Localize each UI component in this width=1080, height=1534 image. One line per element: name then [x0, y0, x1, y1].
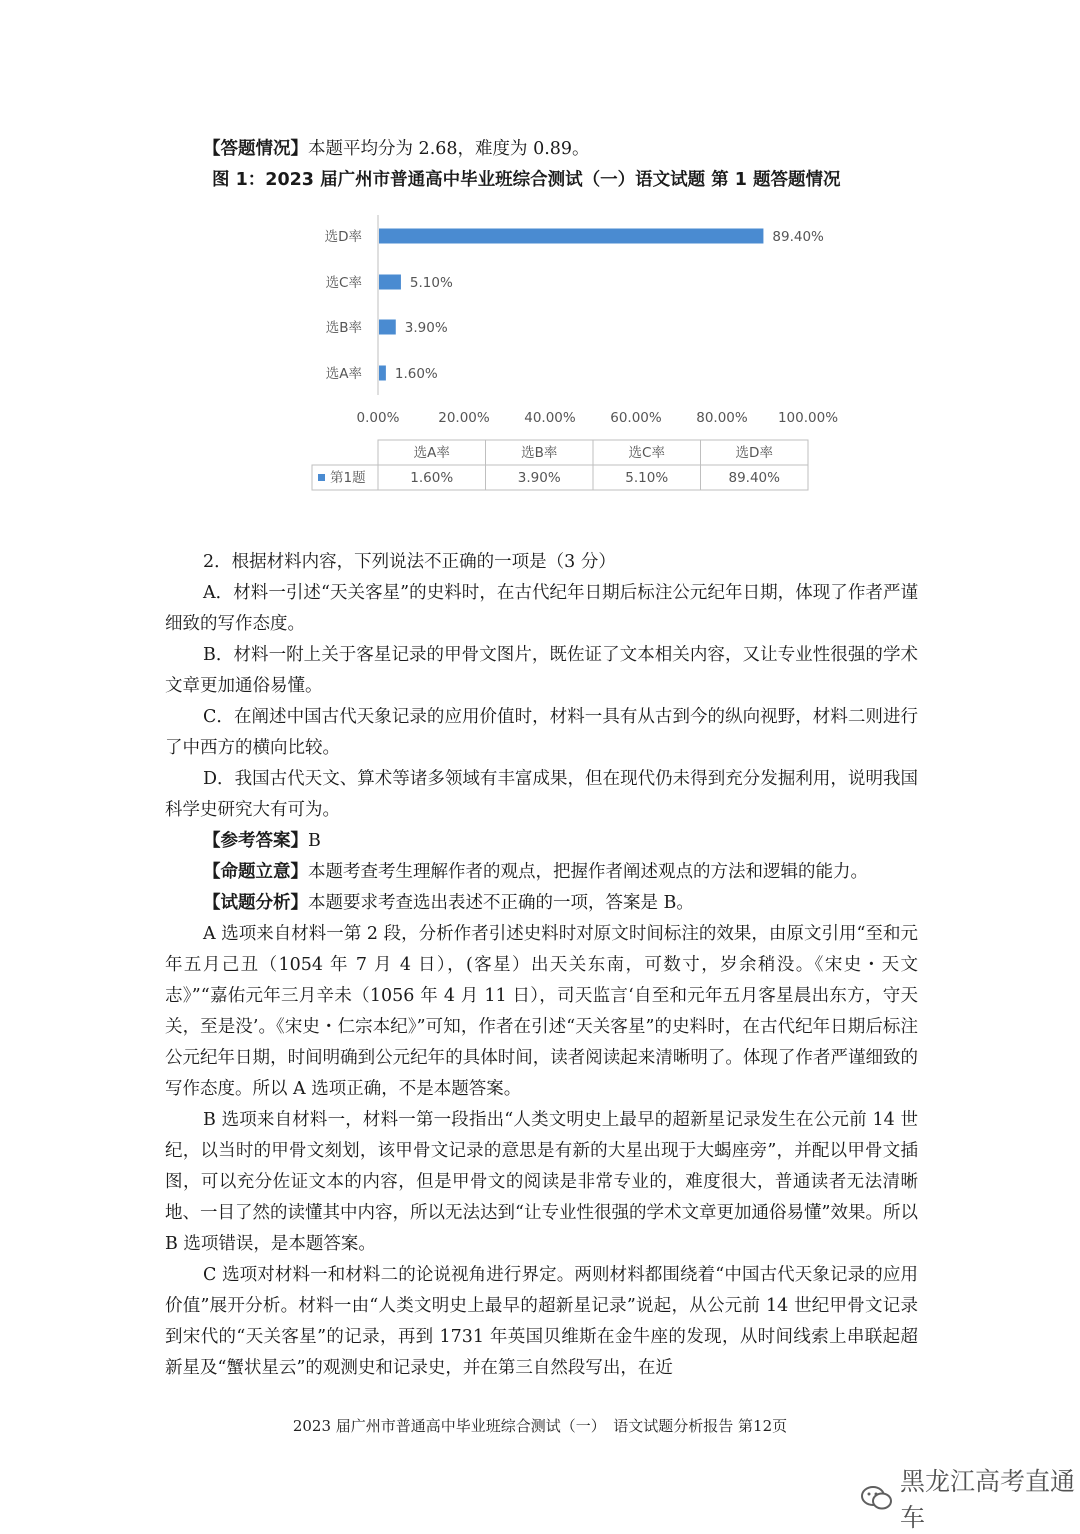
- paragraph-option-c: C 选项对材料一和材料二的论说视角进行界定。两则材料都围绕着“中国古代天象记录的应用价值”展开分析。材料一由“人类文明史上最早的超新星记录”说起，从公元前 14 世纪甲骨文记录到宋代的“天关客星”的记录，再到 1731 年英国贝维斯在金牛座的发现，从时间线索上串联起超新星及“蟹状星云”的观测史和记录史，并在第三自然段写出，在近: [165, 1265, 918, 1378]
- category-label: 选A率: [325, 366, 362, 382]
- bar-chart: [300, 215, 839, 500]
- option-d: D．我国古代天文、算术等诸多领域有丰富成果，但在现代仍未得到充分发掘利用，说明我国科学史研究大有可为。: [165, 769, 918, 820]
- category-label: 选B率: [325, 320, 362, 336]
- option-c: C．在阐述中国古代天象记录的应用价值时，材料一具有从古到今的纵向视野，材料二则进行了中西方的横向比较。: [165, 707, 918, 758]
- analysis-text: 本题要求考查选出表述不正确的一项，答案是 B。: [308, 893, 694, 913]
- bar-1: [379, 366, 386, 381]
- page-footer: 2023 届广州市普通高中毕业班综合测试（一） 语文试题分析报告 第12页: [292, 1417, 788, 1435]
- table-header-cell: 选D率: [735, 445, 773, 461]
- x-tick-label: 0.00%: [356, 410, 400, 426]
- question-stem: 2．根据材料内容，下列说法不正确的一项是（3 分）: [203, 552, 616, 572]
- bar-2: [379, 320, 396, 335]
- bar-3: [379, 275, 401, 290]
- table-cell: 5.10%: [625, 470, 669, 486]
- chart-title: 图 1：2023 届广州市普通高中毕业班综合测试（一）语文试题 第 1 题答题情况: [212, 170, 841, 190]
- x-tick-label: 80.00%: [696, 410, 748, 426]
- intent-label: 【命题立意】: [203, 862, 308, 882]
- paragraph-option-a: A 选项来自材料一第 2 段，分析作者引述史料时对原文时间标注的效果，由原文引用“至和元年五月己丑（1054 年 7 月 4 日），(客星）出天关东南，可数寸，岁余稍没。《宋史・天文志》”“嘉佑元年三月辛未（1056 年 4 月 11 日），司天监言‘自至和元年五月客星晨出东方，守天关，至是没’。《宋史・仁宗本纪》”可知，作者在引述“天关客星”的史料时，在古代纪年日期后标注公元纪年日期，时间明确到公元纪年的具体时间，读者阅读起来清晰明了。体现了作者严谨细致的写作态度。所以 A 选项正确，不是本题答案。: [165, 924, 918, 1099]
- x-tick-label: 40.00%: [524, 410, 576, 426]
- table-header-cell: 选B率: [521, 445, 558, 461]
- value-label: 1.60%: [394, 366, 438, 382]
- category-label: 选C率: [325, 275, 362, 291]
- table-cell: 3.90%: [517, 470, 561, 486]
- table-cell: 1.60%: [410, 470, 454, 486]
- intent-text: 本题考查考生理解作者的观点，把握作者阐述观点的方法和逻辑的能力。: [308, 862, 868, 882]
- option-a: A．材料一引述“天关客星”的史料时，在古代纪年日期后标注公元纪年日期，体现了作者严谨细致的写作态度。: [165, 583, 918, 634]
- score-summary-text: 本题平均分为 2.68，难度为 0.89。: [308, 139, 590, 159]
- paragraph-option-b: B 选项来自材料一，材料一第一段指出“人类文明史上最早的超新星记录发生在公元前 14 世纪，以当时的甲骨文刻划，该甲骨文记录的意思是有新的大星出现于大蝎座旁”，并配以甲骨文插图，可以充分佐证文本的内容，但是甲骨文的阅读是非常专业的，难度很大，普通读者无法清晰地、一目了然的读懂其中内容，所以无法达到“让专业性很强的学术文章更加通俗易懂”效果。所以 B 选项错误，是本题答案。: [165, 1110, 918, 1254]
- watermark: [860, 1462, 1080, 1534]
- legend-swatch: [318, 474, 325, 481]
- reference-answer-text: B: [308, 831, 321, 851]
- score-summary: [165, 134, 918, 165]
- watermark-text: 黑龙江高考直通车: [900, 1467, 1076, 1532]
- reference-answer-label: 【参考答案】: [203, 831, 308, 851]
- table-row-label: 第1题: [330, 470, 366, 486]
- category-label: 选D率: [324, 229, 362, 245]
- chat-bubble-icon: [860, 1484, 894, 1512]
- value-label: 5.10%: [409, 275, 453, 291]
- table-header-cell: 选A率: [413, 445, 450, 461]
- x-tick-label: 60.00%: [610, 410, 662, 426]
- reference-answer: [165, 826, 918, 857]
- intent: [165, 857, 918, 888]
- value-label: 3.90%: [404, 320, 448, 336]
- score-summary-label: 【答题情况】: [203, 139, 308, 159]
- x-tick-label: 20.00%: [438, 410, 490, 426]
- table-header-cell: 选C率: [628, 445, 665, 461]
- value-label: 89.40%: [772, 229, 824, 245]
- analysis-label: 【试题分析】: [203, 893, 308, 913]
- option-b: B．材料一附上关于客星记录的甲骨文图片，既佐证了文本相关内容，又让专业性很强的学术文章更加通俗易懂。: [165, 645, 918, 696]
- table-cell: 89.40%: [728, 470, 780, 486]
- x-tick-label: 100.00%: [777, 410, 839, 426]
- analysis: [165, 888, 918, 919]
- bar-4: [379, 229, 763, 244]
